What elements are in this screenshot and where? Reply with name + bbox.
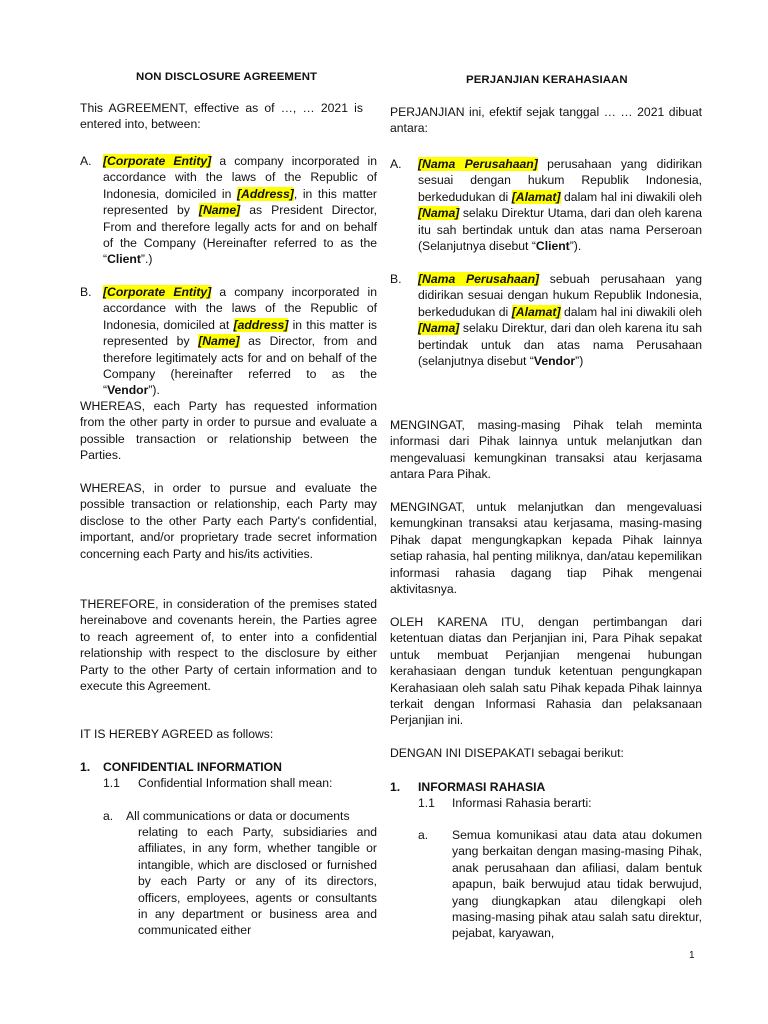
sub-bagian-1-1-text: Informasi Rahasia berarti:: [452, 796, 592, 810]
mengingat-1: MENGINGAT, masing-masing Pihak telah meminta informasi dari Pihak lainnya untuk melanjutkan dan mengevaluasi kemungkinan transaksi atau kerjasama antara Para Pihak.: [390, 418, 702, 482]
oleh-karena-clause: OLEH KARENA ITU, dengan pertimbangan dari ketentuan diatas dan Perjanjian ini, Para Pihak sepakat untuk membuat Perjanjian mengenai hubungan kerahasiaan dengan tunduk ketentuan pengungkapan Kerahasiaan oleh salah satu Pihak kepada Pihak lainnya terkait dengan Informasi Rahasia dan pelaksanaan Perjanjian ini.: [390, 615, 702, 728]
pihak-a-label: A.: [390, 157, 402, 171]
section-1-number: 1.: [80, 760, 91, 774]
sub-bagian-1-1-number: 1.1: [418, 796, 435, 810]
pihak-b-rep: [Nama]: [418, 321, 460, 336]
party-a-name: [Corporate Entity]: [103, 154, 212, 168]
butir-a-label: a.: [418, 828, 429, 842]
subsection-1-1-text: Confidential Information shall mean:: [138, 776, 333, 790]
pihak-a-clause: [Nama Perusahaan] perusahaan yang didirikan sesuai dengan hukum Republik Indonesia, berkedudukan di [Alamat] dalam hal ini diwakili oleh [Nama] selaku Direktur Utama, dari dan oleh karena itu sah bertindak untuk dan atas nama Perseroan (Selanjutnya disebut “Client”).: [418, 157, 703, 254]
party-b-address: [address]: [233, 317, 289, 332]
party-a-address: [Address]: [236, 186, 294, 201]
pihak-b-label: B.: [390, 272, 402, 286]
party-b-rep: [Name]: [198, 334, 240, 349]
party-a-rep: [Name]: [198, 203, 241, 218]
pihak-b-name: [Nama Perusahaan]: [418, 272, 540, 286]
pihak-a-name: [Nama Perusahaan]: [418, 157, 538, 171]
subsection-1-1-number: 1.1: [103, 776, 120, 790]
party-a-label: A.: [80, 154, 92, 168]
pihak-b-address: [Alamat]: [511, 304, 561, 319]
party-b-name: [Corporate Entity]: [103, 285, 212, 299]
party-a-alias: Client: [107, 252, 141, 267]
pihak-b-alias: Vendor: [533, 354, 576, 369]
whereas-1: WHEREAS, each Party has requested information from the other party in order to pursue and evaluate a possible transaction or relationship between the Parties.: [80, 399, 377, 463]
english-title: NON DISCLOSURE AGREEMENT: [136, 71, 318, 83]
whereas-2: WHEREAS, in order to pursue and evaluate the possible transaction or relationship, each Party may disclose to the other Party each Party's confidential, important, and/or proprietary trade secret information concerning each Party and his/its activities.: [80, 481, 377, 561]
therefore-clause: THEREFORE, in consideration of the premises stated hereinabove and covenants herein, the Parties agree to reach agreement of, to enter into a confidential relationship with respect to the disclosure by either Party to the other Party of certain information and to execute this Agreement.: [80, 597, 377, 694]
item-a-first-line: All communications or data or documents: [126, 809, 350, 823]
pihak-a-rep: [Nama]: [418, 206, 460, 221]
item-a-label: a.: [103, 809, 114, 823]
bagian-1-title: INFORMASI RAHASIA: [418, 780, 546, 794]
agreed-line: IT IS HEREBY AGREED as follows:: [80, 727, 274, 741]
pihak-b-clause: [Nama Perusahaan] sebuah perusahaan yang didirikan sesuai dengan hukum Republik Indonesia, berkedudukan di [Alamat] dalam hal ini diwakili oleh [Nama] selaku Direktur, dari dan oleh karena itu sah bertindak untuk dan atas nama Perusahaan (selanjutnya disebut “Vendor”): [418, 272, 703, 369]
party-b-label: B.: [80, 285, 92, 299]
party-b-alias: Vendor: [107, 383, 149, 398]
bagian-1-number: 1.: [390, 780, 401, 794]
pihak-a-alias: Client: [535, 239, 570, 254]
indonesian-title: PERJANJIAN KERAHASIAAN: [466, 74, 628, 86]
indonesian-intro: PERJANJIAN ini, efektif sejak tanggal … … 2021 dibuat antara:: [390, 105, 702, 136]
section-1-title: CONFIDENTIAL INFORMATION: [103, 760, 282, 774]
page-number: 1: [689, 950, 695, 961]
pihak-a-address: [Alamat]: [511, 189, 561, 204]
disepakati-line: DENGAN INI DISEPAKATI sebagai berikut:: [390, 746, 624, 760]
english-intro: This AGREEMENT, effective as of …, … 2021 is entered into, between:: [80, 101, 363, 132]
butir-a-text: Semua komunikasi atau data atau dokumen yang berkaitan dengan masing-masing Pihak, anak perusahaan dan afiliasi, dalam bentuk apapun, baik berwujud atau tidak berwujud, yang diungkapkan atau dilengkapi oleh masing-masing pihak atau salah satu direktur, pejabat, karyawan,: [452, 828, 702, 941]
item-a-text: relating to each Party, subsidiaries and affiliates, in any form, whether tangible or intangible, which are disclosed or furnished by each Party or any of its directors, officers, employees, agents or consultants in any department or business area and communicated either: [138, 825, 377, 938]
mengingat-2: MENGINGAT, untuk melanjutkan dan mengevaluasi kemungkinan transaksi atau kerjasama, masing-masing Pihak dapat mengungkapkan kepada Pihak lainnya setiap rahasia, hal penting miliknya, dan/atau kepemilikan informasi rahasia dagang tiap Pihak mengenai aktivitasnya.: [390, 500, 702, 597]
party-b-clause: [Corporate Entity] a company incorporated in accordance with the laws of the Republic of Indonesia, domiciled at [address] in this matter is represented by [Name] as Director, from and therefore legitimately acts for and on behalf of the Company (hereinafter referred to as the “Vendor”).: [103, 285, 378, 398]
party-a-clause: [Corporate Entity] a company incorporated in accordance with the laws of the Republic of Indonesia, domiciled in [Address], in this matter represented by [Name] as President Director, From and therefore legally acts for and on behalf of the Company (Hereinafter referred to as the “Client”.): [103, 154, 378, 267]
